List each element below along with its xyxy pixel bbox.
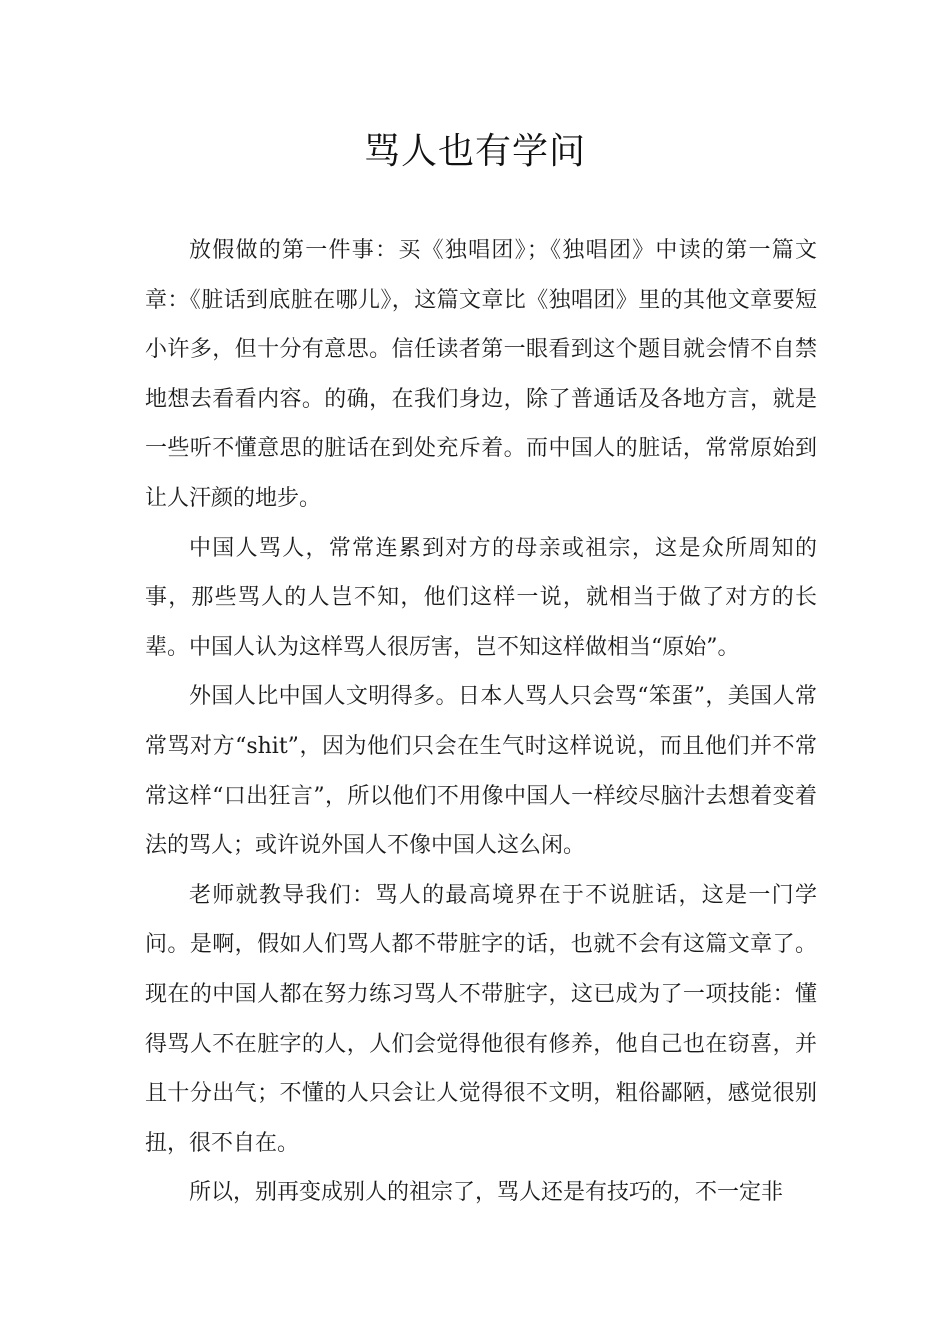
paragraph-2: 中国人骂人，常常连累到对方的母亲或祖宗，这是众所周知的事，那些骂人的人岂不知，他们这样一说，就相当于做了对方的长辈。中国人认为这样骂人很厉害，岂不知这样做相当“原始”。 bbox=[145, 535, 817, 660]
document-body bbox=[145, 226, 817, 1218]
paragraph-3: 外国人比中国人文明得多。日本人骂人只会骂“笨蛋”，美国人常常骂对方“shit”，因为他们只会在生气时这样说说，而且他们并不常常这样“口出狂言”，所以他们不用像中国人一样绞尽脑汁去想着变着法的骂人；或许说外国人不像中国人这么闲。 bbox=[145, 684, 817, 859]
paragraph-4: 老师就教导我们：骂人的最高境界在于不说脏话，这是一门学问。是啊，假如人们骂人都不带脏字的话，也就不会有这篇文章了。现在的中国人都在努力练习骂人不带脏字，这已成为了一项技能：懂得骂人不在脏字的人，人们会觉得他很有修养，他自己也在窃喜，并且十分出气；不懂的人只会让人觉得很不文明，粗俗鄙陋，感觉很别扭，很不自在。 bbox=[145, 882, 817, 1156]
paragraph-5: 所以，别再变成别人的祖宗了，骂人还是有技巧的，不一定非 bbox=[189, 1180, 784, 1206]
document-title: 骂人也有学问 bbox=[363, 131, 586, 172]
paragraph-1: 放假做的第一件事：买《独唱团》；《独唱团》中读的第一篇文章：《脏话到底脏在哪儿》，这篇文章比《独唱团》里的其他文章要短小许多，但十分有意思。信任读者第一眼看到这个题目就会情不自禁地想去看看内容。的确，在我们身边，除了普通话及各地方言，就是一些听不懂意思的脏话在到处充斥着。而中国人的脏话，常常原始到让人汗颜的地步。 bbox=[145, 238, 817, 511]
